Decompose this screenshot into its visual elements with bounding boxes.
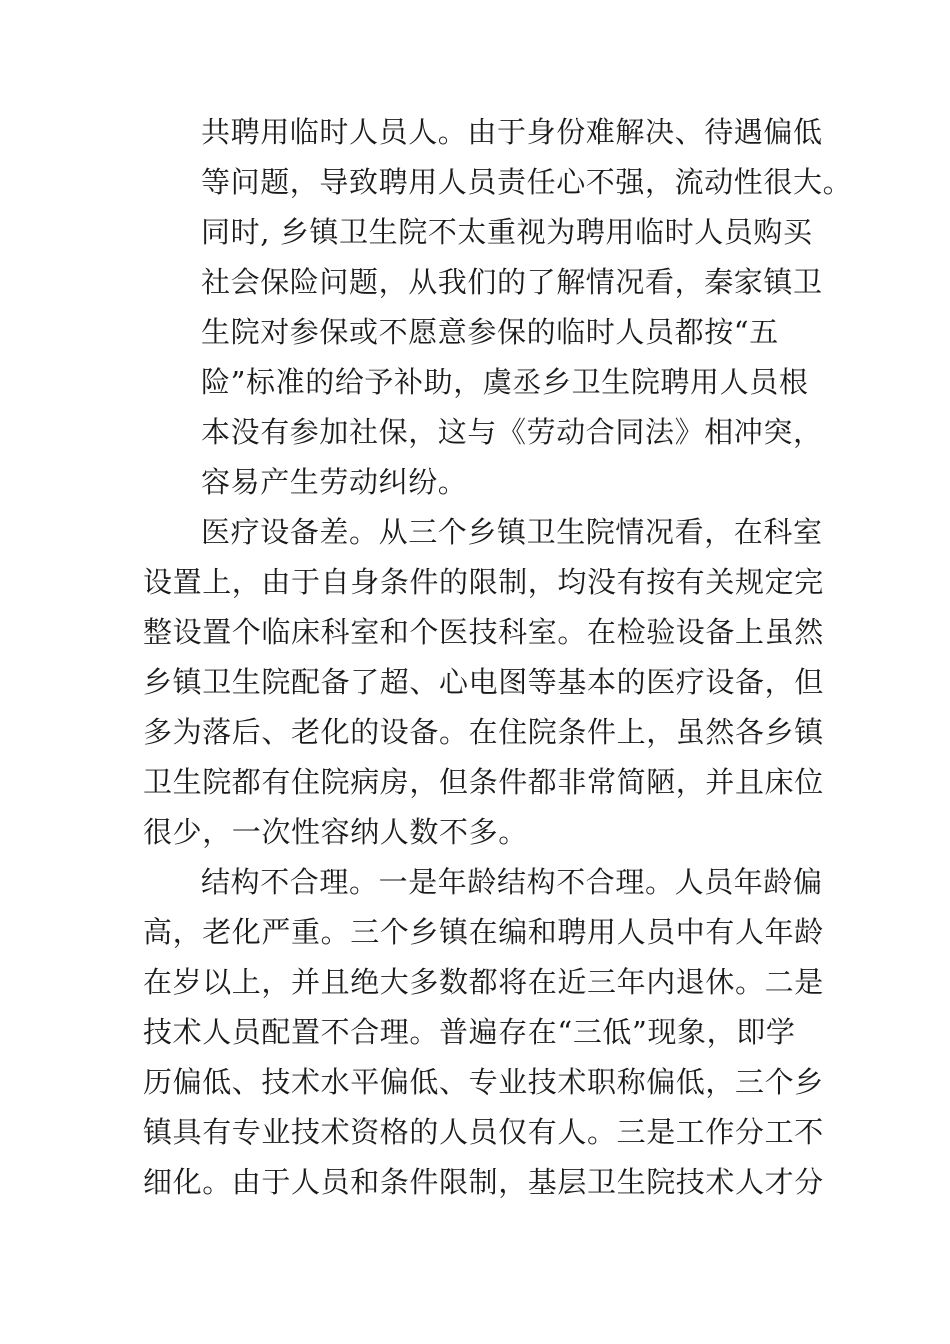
text-line: 历偏低、技术水平偏低、专业技术职称偏低，三个乡	[143, 1065, 824, 1099]
text-line: 高，老化严重。三个乡镇在编和聘用人员中有人年龄	[143, 915, 824, 949]
paragraph-start-line: 医疗设备差。从三个乡镇卫生院情况看，在科室	[201, 515, 823, 549]
text-line: 技术人员配置不合理。普遍存在“三低”现象，即学	[143, 1015, 796, 1049]
text-line: 等问题，导致聘用人员责任心不强，流动性很大。	[201, 165, 853, 199]
text-line: 卫生院都有住院病房，但条件都非常简陋，并且床位	[143, 765, 824, 799]
text-line: 共聘用临时人员人。由于身份难解决、待遇偏低	[201, 115, 823, 149]
text-line: 社会保险问题，从我们的了解情况看，秦家镇卫	[201, 265, 823, 299]
text-line: 整设置个临床科室和个医技科室。在检验设备上虽然	[143, 615, 824, 649]
paragraph-start-line: 结构不合理。一是年龄结构不合理。人员年龄偏	[201, 865, 823, 899]
text-line: 乡镇卫生院配备了超、心电图等基本的医疗设备，但	[143, 665, 824, 699]
text-line: 设置上，由于自身条件的限制，均没有按有关规定完	[143, 565, 824, 599]
text-line: 本没有参加社保，这与《劳动合同法》相冲突，	[201, 415, 823, 449]
text-line: 镇具有专业技术资格的人员仅有人。三是工作分工不	[143, 1115, 824, 1149]
text-line: 很少，一次性容纳人数不多。	[143, 815, 528, 849]
text-line: 在岁以上，并且绝大多数都将在近三年内退休。二是	[143, 965, 824, 999]
text-line: 险”标准的给予补助，虞丞乡卫生院聘用人员根	[201, 365, 809, 399]
text-line: 容易产生劳动纠纷。	[201, 465, 468, 499]
text-line: 多为落后、老化的设备。在住院条件上，虽然各乡镇	[143, 715, 824, 749]
text-line: 生院对参保或不愿意参保的临时人员都按“五	[201, 315, 779, 349]
text-line: 细化。由于人员和条件限制，基层卫生院技术人才分	[143, 1165, 824, 1199]
text-line: 同时, 乡镇卫生院不太重视为聘用临时人员购买	[201, 215, 813, 249]
